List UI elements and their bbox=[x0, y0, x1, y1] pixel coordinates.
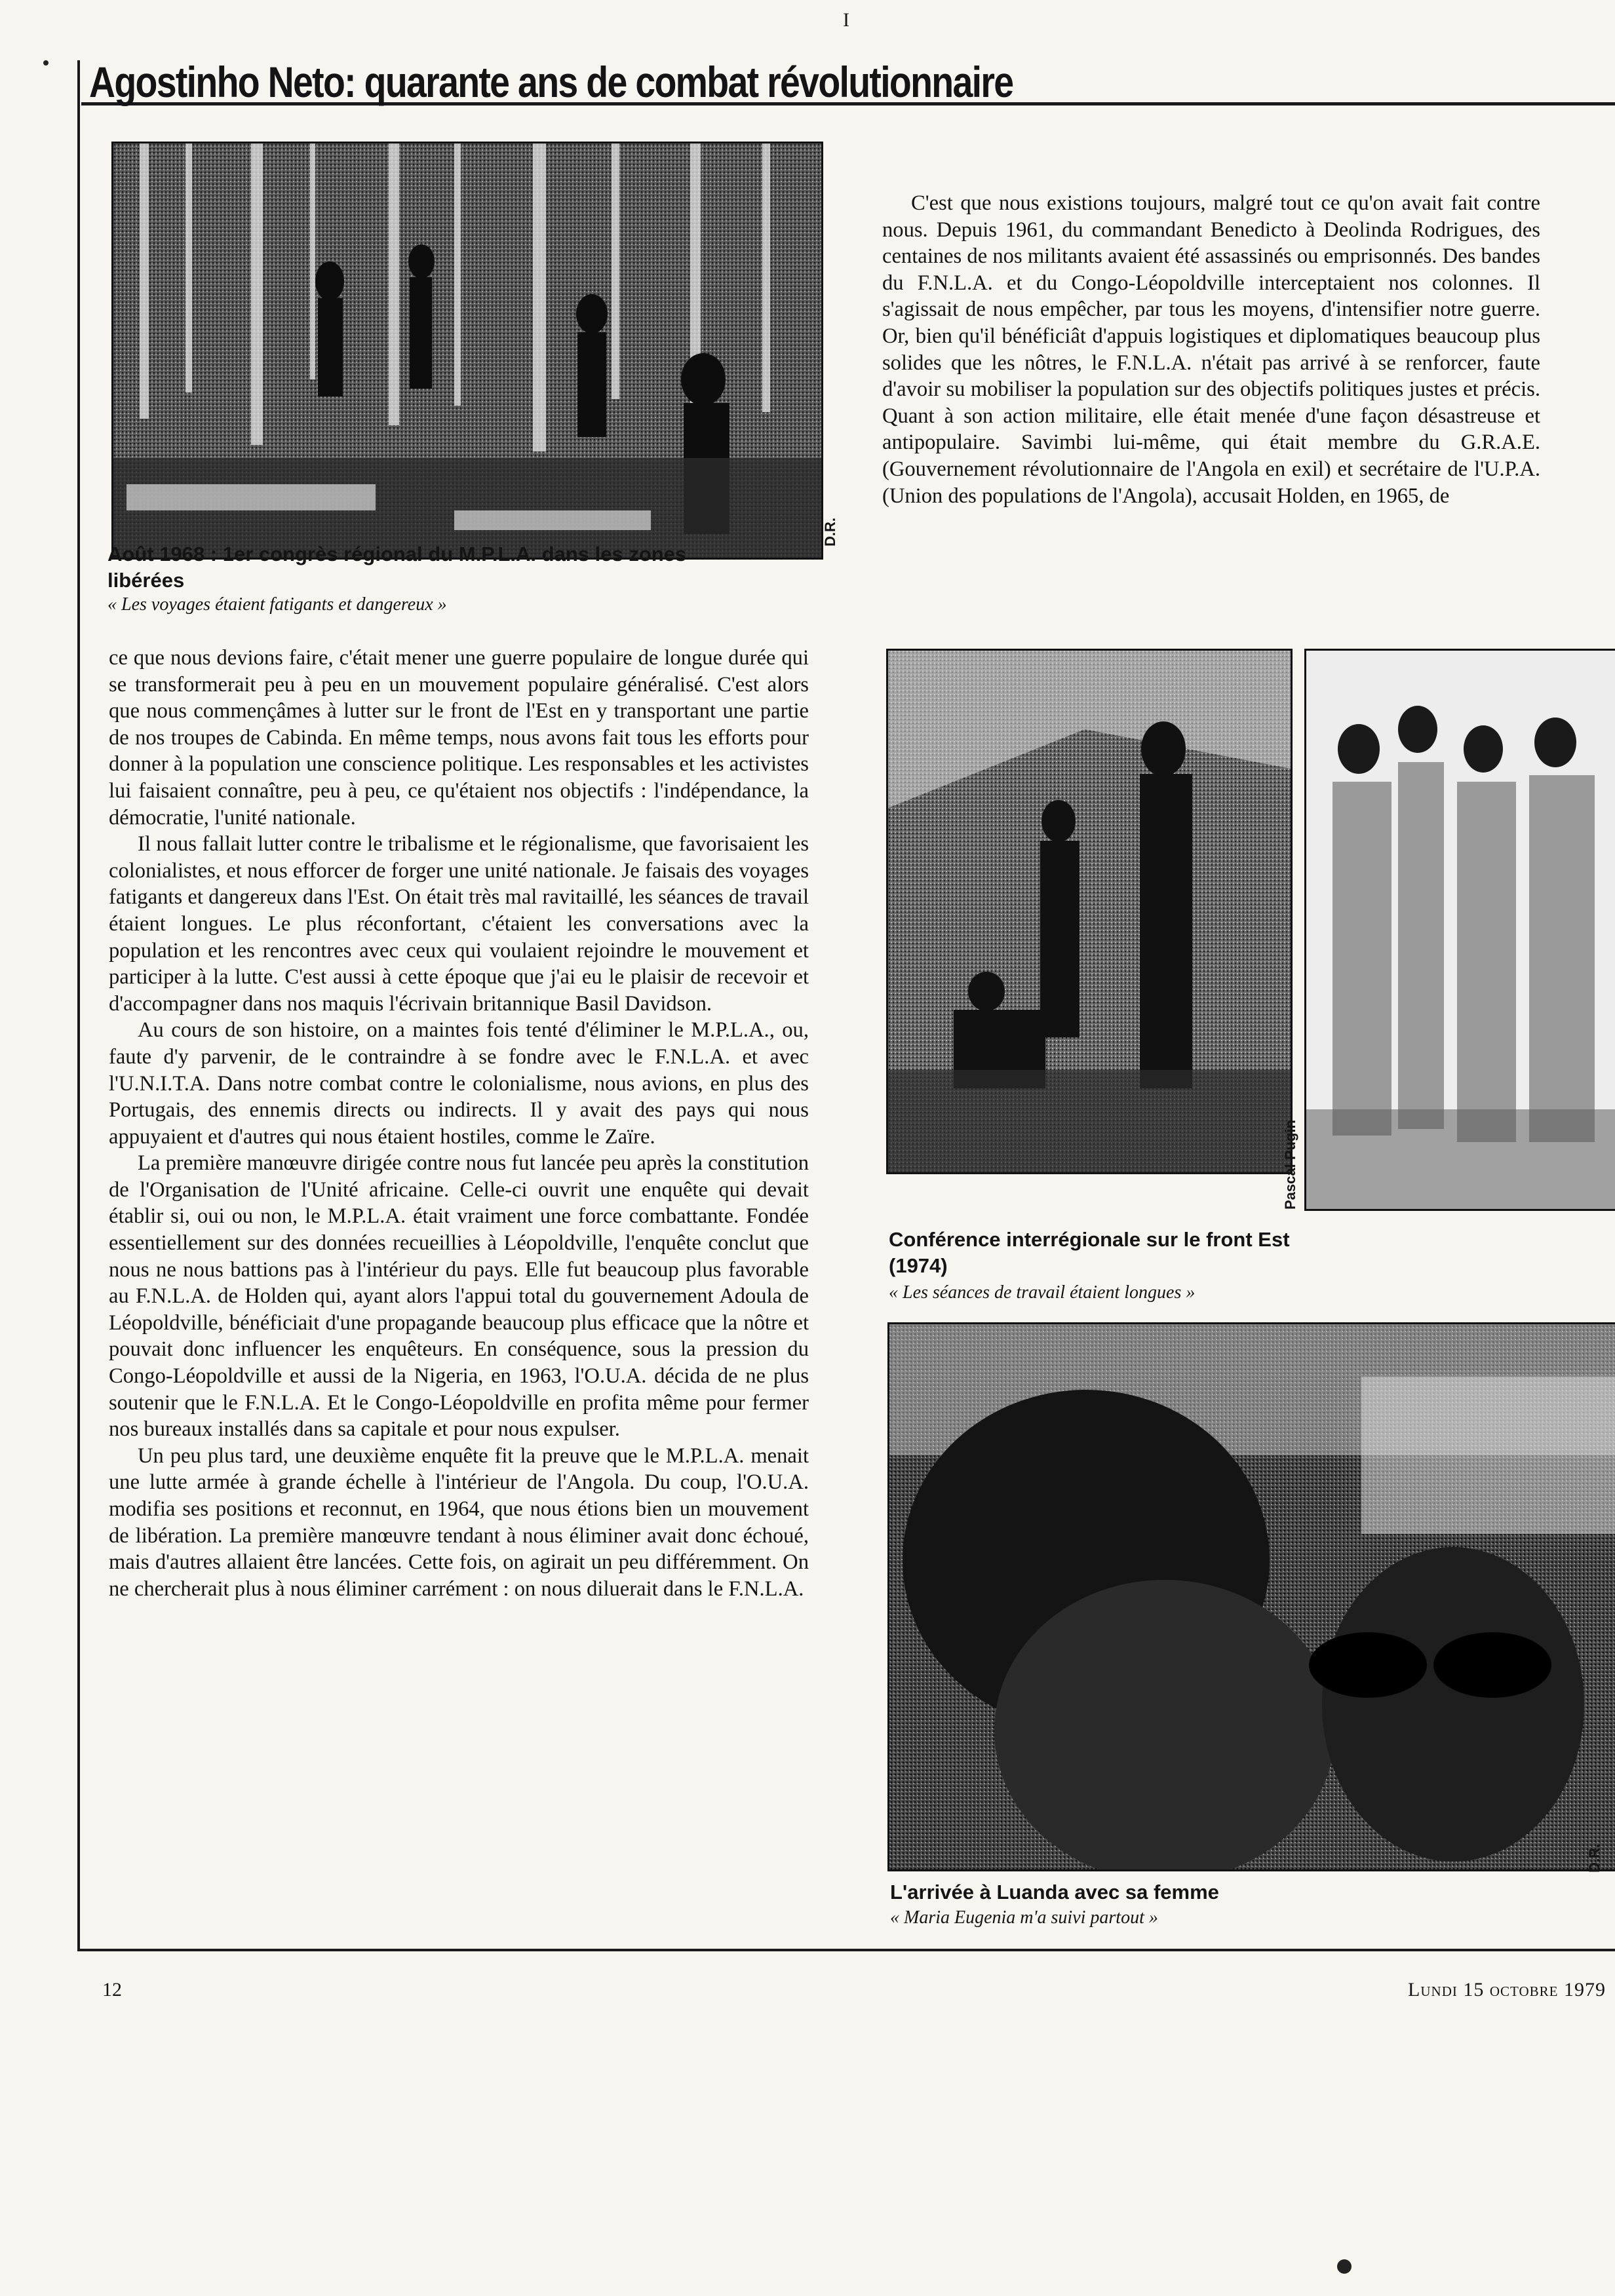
paragraph: C'est que nous existions toujours, malgré tout ce qu'on avait fait contre nous. Depuis 1961, du commandant Benedicto à Deolinda Rodrigues, des centaines de nos militants avaient été assassinés ou emprisonnés. Des bandes du F.N.L.A. et du Congo-Léopoldville interceptaient nos colonnes. Il s'agissait de nous empêcher, par tous les moyens, d'intensifier notre guerre. Or, bien qu'il bénéficiât d'appuis logistiques et diplomatiques beaucoup plus solides que les nôtres, le F.N.L.A. n'était pas arrivé à se renforcer, faute d'avoir su mobiliser la population sur des objectifs politiques justes et précis. Quant à son action militaire, elle était menée d'une façon désastreuse et antipopulaire. Savimbi lui-même, qui était membre du G.R.A.E. (Gouvernement révolutionnaire de l'Angola en exil) et secrétaire de l'U.P.A. (Union des populations de l'Angola), accusait Holden, en 1965, de bbox=[882, 191, 1540, 508]
photo-credit: D.R. bbox=[1586, 1844, 1603, 1873]
page-number: 12 bbox=[102, 1979, 122, 2000]
caption-title: Conférence interrégionale sur le front Est (1974) bbox=[889, 1228, 1290, 1277]
top-mark: I bbox=[843, 9, 849, 31]
paragraph: Au cours de son histoire, on a maintes fois tenté d'éliminer le M.P.L.A., ou, faute d'y parvenir, de le contraindre à se fondre avec le F.N.L.A. et avec l'U.N.I.T.A. Dans notre combat contre le colonialisme, nous avions, en plus des Portugais, des ennemis directs ou indirects. Il y avait des pays qui nous appuyaient et d'autres qui nous étaient hostiles, comme le Zaïre. bbox=[109, 1018, 809, 1149]
issue-date: Lundi 15 octobre 1979 bbox=[1408, 1979, 1606, 2000]
article-column-right bbox=[882, 190, 1540, 596]
photo-conference-group bbox=[1304, 649, 1615, 1211]
caption-quote: « Les voyages étaient fatigants et dangereux » bbox=[107, 594, 447, 615]
photo-credit: Pascal Pugin bbox=[1282, 1120, 1298, 1210]
caption-quote: « Maria Eugenia m'a suivi partout » bbox=[890, 1907, 1158, 1928]
caption-title: Août 1968 : 1er congrès régional du M.P.L.A. dans les zones libérées bbox=[107, 543, 687, 592]
paragraph: Un peu plus tard, une deuxième enquête fit la preuve que le M.P.L.A. menait une lutte armée à grande échelle à l'intérieur de l'Angola. Du coup, l'O.U.A. modifia ses positions et reconnut, en 1964, que nous étions bien un mouvement de libération. La première manœuvre tendant à nous éliminer avait donc échoué, mais d'autres allaient être lancées. Cette fois, on agirait un peu différemment. On ne chercherait plus à nous éliminer carrément : on nous diluerait dans le F.N.L.A. bbox=[109, 1444, 809, 1601]
paragraph: Il nous fallait lutter contre le tribalisme et le régionalisme, que favorisaient les colonialistes, et nous efforcer de forger une unité nationale. Je faisais des voyages fatigants et dangereux dans l'Est. On était très mal ravitaillé, les séances de travail étaient longues. Le plus réconfortant, c'étaient les conversations avec la population et les rencontres avec ceux qui voulaient rejoindre le mouvement et participer à la lutte. C'est aussi à cette époque que j'ai eu le plaisir de recevoir et d'accompagner dans nos maquis l'écrivain britannique Basil Davidson. bbox=[109, 832, 809, 1016]
paragraph: ce que nous devions faire, c'était mener une guerre populaire de longue durée qui se transformerait peu à peu en un mouvement populaire généralisé. C'est alors que nous commençâmes à lutter sur le front de l'Est en y transportant une partie de nos troupes de Cabinda. En même temps, nous avons fait tous les efforts pour donner à la population une conscience politique. Les responsables et les activistes lui faisaient connaître, peu à peu, ce qu'étaient nos objectifs : l'indépendance, la démocratie, l'unité nationale. bbox=[109, 646, 809, 830]
article-column-left bbox=[109, 645, 809, 1923]
photo-congres bbox=[111, 142, 823, 560]
frame-bottom-rule bbox=[77, 1949, 1615, 1951]
margin-dot bbox=[1337, 2259, 1352, 2274]
margin-dot bbox=[43, 60, 49, 66]
caption-quote: « Les séances de travail étaient longues » bbox=[889, 1282, 1196, 1303]
caption-title: L'arrivée à Luanda avec sa femme bbox=[890, 1881, 1219, 1904]
photo-conference bbox=[886, 649, 1293, 1174]
photo-credit: D.R. bbox=[822, 518, 838, 546]
photo-luanda bbox=[887, 1322, 1615, 1871]
frame-left-rule bbox=[77, 60, 80, 1951]
headline: Agostinho Neto: quarante ans de combat révolutionnaire bbox=[89, 58, 1013, 106]
paragraph: La première manœuvre dirigée contre nous fut lancée peu après la constitution de l'Organisation de l'Unité africaine. Celle-ci ouvrit une enquête qui devait établir si, oui ou non, le M.P.L.A. était vraiment une force combattante. Fondée essentiellement sur des données recueillies à Léopoldville, l'enquête conclut que nous ne nous battions pas à l'intérieur du pays. Elle fut beaucoup plus favorable au F.N.L.A. de Holden qui, ayant alors l'appui total du gouvernement Adoula de Léopoldville, bénéficiait d'une propagande beaucoup plus efficace que la nôtre et pouvait donc influencer les enquêteurs. En conséquence, sous la pression du Congo-Léopoldville et aussi de la Nigeria, en 1963, l'O.U.A. décida de ne plus soutenir que le F.N.L.A. Et le Congo-Léopoldville en profita même pour fermer nos bureaux installés dans sa capitale et pour nous expulser. bbox=[109, 1151, 809, 1442]
